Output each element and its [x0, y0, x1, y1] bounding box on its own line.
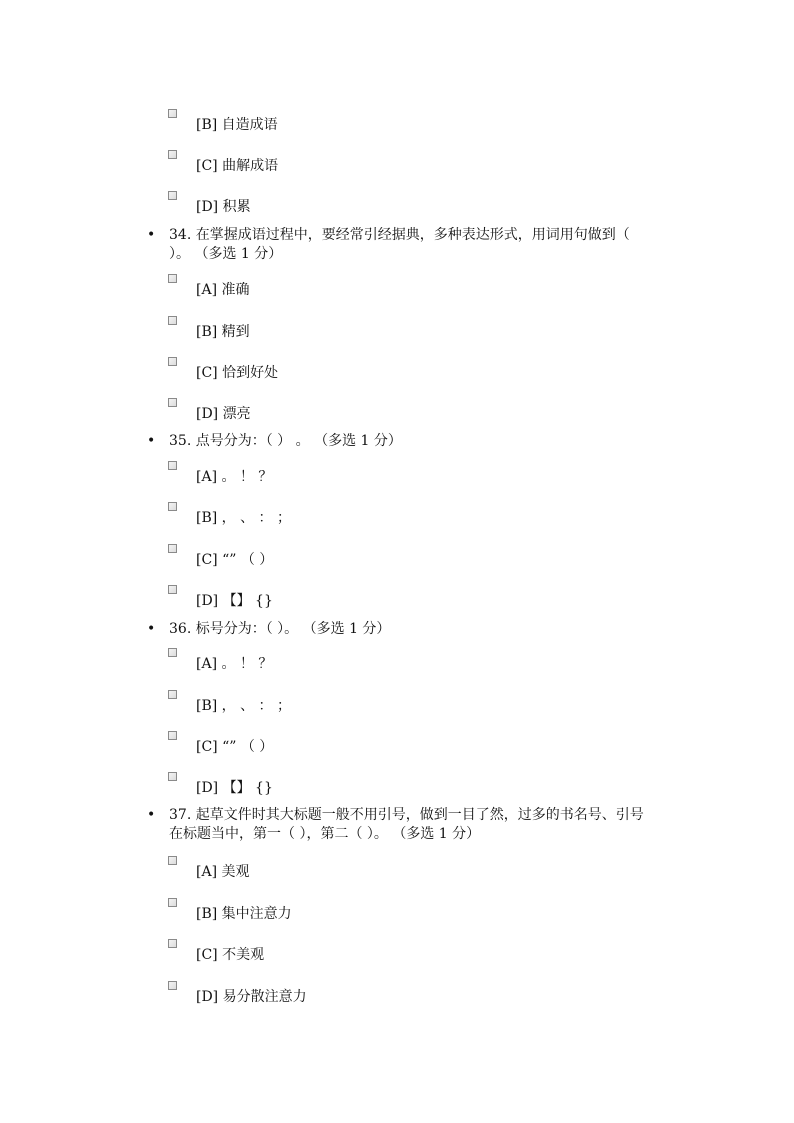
bullet-icon: • — [147, 433, 156, 449]
option-label: [D] 漂亮 — [196, 406, 251, 422]
option-label: [A] 。 ！ ？ — [196, 469, 273, 485]
checkbox-icon[interactable] — [168, 398, 177, 407]
question — [147, 806, 647, 844]
option-label: [D] 【】 {} — [196, 780, 273, 796]
checkbox-icon[interactable] — [168, 357, 177, 366]
checkbox-icon[interactable] — [168, 690, 177, 699]
question-text: 35. 点号分为：（ ） 。 （多选 1 分） — [169, 433, 402, 449]
checkbox-icon[interactable] — [168, 981, 177, 990]
option-label: [D] 积累 — [196, 199, 251, 215]
checkbox-icon[interactable] — [168, 731, 177, 740]
option-label: [A] 美观 — [196, 864, 250, 880]
checkbox-icon[interactable] — [168, 939, 177, 948]
checkbox-icon[interactable] — [168, 316, 177, 325]
question-text: 37. 起草文件时其大标题一般不用引号，做到一目了然，过多的书名号、引号在标题当中，第一（ ），第二（ ）。 （多选 1 分） — [169, 807, 644, 842]
option-label: [C] 曲解成语 — [196, 158, 279, 174]
option-label: [C] 恰到好处 — [196, 365, 279, 381]
checkbox-icon[interactable] — [168, 274, 177, 283]
question — [147, 432, 647, 451]
question — [147, 620, 647, 639]
option-label: [B] ， 、 ： ； — [196, 698, 292, 714]
checkbox-icon[interactable] — [168, 856, 177, 865]
checkbox-icon[interactable] — [168, 191, 177, 200]
checkbox-icon[interactable] — [168, 502, 177, 511]
option-label: [D] 易分散注意力 — [196, 989, 307, 1005]
option-label: [B] 集中注意力 — [196, 906, 292, 922]
option-label: [B] ， 、 ： ； — [196, 510, 292, 526]
bullet-icon: • — [147, 621, 156, 637]
option-label: [D] 【】 {} — [196, 593, 273, 609]
checkbox-icon[interactable] — [168, 109, 177, 118]
option-label: [C] “” （ ） — [196, 552, 274, 568]
option-label: [C] 不美观 — [196, 947, 265, 963]
checkbox-icon[interactable] — [168, 772, 177, 781]
question-text: 36. 标号分为：（ ）。 （多选 1 分） — [169, 621, 391, 637]
option-label: [B] 精到 — [196, 324, 250, 340]
checkbox-icon[interactable] — [168, 544, 177, 553]
checkbox-icon[interactable] — [168, 898, 177, 907]
bullet-icon: • — [147, 807, 156, 823]
option-label: [B] 自造成语 — [196, 117, 278, 133]
bullet-icon: • — [147, 227, 156, 243]
option-label: [A] 准确 — [196, 282, 250, 298]
checkbox-icon[interactable] — [168, 461, 177, 470]
checkbox-icon[interactable] — [168, 150, 177, 159]
option-label: [A] 。 ！ ？ — [196, 656, 273, 672]
question-text: 34. 在掌握成语过程中，要经常引经据典，多种表达形式，用词用句做到（ ）。 （多选 1 分） — [169, 227, 630, 262]
checkbox-icon[interactable] — [168, 585, 177, 594]
checkbox-icon[interactable] — [168, 648, 177, 657]
question — [147, 226, 647, 264]
option-label: [C] “” （ ） — [196, 739, 274, 755]
